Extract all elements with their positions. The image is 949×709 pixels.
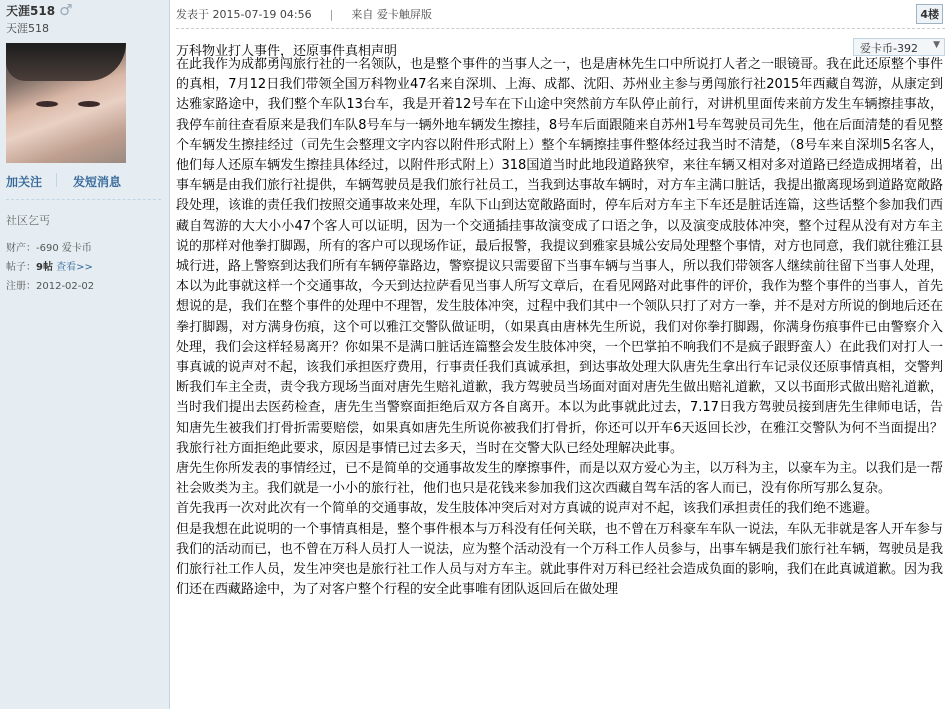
post-paragraph: 在此我作为成都勇闯旅行社的一名领队，也是整个事件的当事人之一，也是唐林先生口中所说打人者之一眼镜哥。我在此还原整个事件的真相，7月12日我们带领全国万科物业47名来自深圳、上海、成都、沈阳、苏州业主参与勇闯旅行社2015年西藏自驾游，从康定到达雅家路途中，我们整个车队13台车，我是开着12号车在下山途中突然前方车队停止前行，对讲机里面传来前方发生车辆擦挂事故，我停车前往查看原来是我们车队8号车与一辆外地车辆发生擦挂，8号车后面跟随来自苏州1号车驾驶员司先生，他在后面清楚的看见整个车辆发生擦挂经过（司先生会整理文字内容以附件形式附上）整个车辆擦挂事件整体经过我当时不清楚，（8号车来自深圳5名客人，他们每人还原车辆发生擦挂具体经过，以附件形式附上）318国道当时此地段道路狭窄，来往车辆又相对多对道路已经造成拥堵着，出事车辆是由我们旅行社提供，车辆驾驶员是我们旅行社员工，当我到达事故车辆时，对方车主满口脏话，我提出撤离现场到道路宽敞路段处理，该谁的责任我们按照交通事故来处理，车队下山到达宽敞路面时，停车后对方车主下车还是脏话连篇，这些话整个参加我们西藏自驾游的大大小小47个客人可以证明，因为一个交通插挂事故演变成了口语之争，以及演变成肢体冲突，整个过程从没有对方车主说的那样对他拳打脚踢，所有的客户可以现场作证，最后报警，我提议到雅家县城公安局处理整个事情，对方也同意，我们就往雅江县城行进，路上警察到达我们所有车辆停靠路边，警察提议只需要留下当事车辆与当事人，所以我们带领客人继续前往留下当事人处理，本以为此事就这样一个交通事故，今天到达拉萨看见当事人所写文章后，在看见网路对此事件的评价，我作为整个事件的当事人，首先想说的是，我们在整个事件的处理中不理智，发生肢体冲突，过程中我们其中一个领队只打了对方一拳，并不是对方所说的倒地后还在拳打脚踢，对方满身伤痕，这个可以雅江交警队做证明，（如果真由唐林先生所说，我们对你拳打脚踢，你满身伤痕事件已由警察介入处理，我们会这样轻易离开？你如果不是满口脏话连篇整会发生肢体冲突，一个巴掌拍不响我们不是疯子跟野蛮人）在此我们对打人一事真诚的说声对不起，该我们承担医疗费用，行事责任我们真诚承担，到达事故处理大队唐先生拿出行车记录仪还原事情真相，交警判断我们车主全责，责令我方现场当面对唐先生赔礼道歉，我方驾驶员当场面对面对唐先生做出赔礼道歉，又以书面形式做出赔礼道歉，当时我们提出去医药检查，唐先生当警察面拒绝后双方各自离开。本以为此事就此过去，7.17日我方驾驶员接到唐先生律师电话，告知唐先生被我们打骨折需要赔偿，如果真如唐先生所说你被我们打骨折，你还可以开车6天返回长沙，在雅江交警队为何不当面提出？我旅行社方面拒绝此要求，原因是事情已过去多天，当时在交警大队已经处理解决此事。 — [176, 57, 944, 456]
wealth-stat — [6, 242, 169, 256]
floor-number-badge[interactable]: 4楼 — [916, 4, 943, 24]
author-sidebar — [0, 0, 170, 709]
posts-stat — [6, 261, 169, 275]
post-title: 万科物业打人事件，还原事件真相声明 — [176, 44, 398, 59]
action-divider — [56, 173, 57, 187]
male-gender-icon: ♂ — [59, 1, 73, 19]
post-paragraph: 唐先生你所发表的事情经过，已不是简单的交通事故发生的摩擦事件，而是以双方爱心为主，以万科为主，以豪车为主。以我们是一帮社会败类为主。我们就是一小小的旅行社，他们也只是花钱来参加我们这次西藏自驾车活的客人而已，没有你所写那么复杂。 — [176, 461, 944, 497]
coin-dropdown-label: 爱卡币-392 — [860, 42, 918, 55]
register-date: 2012-02-02 — [36, 281, 95, 292]
posts-label: 帖子： — [6, 262, 36, 273]
coin-dropdown[interactable] — [853, 38, 945, 56]
post-timestamp: 发表于 2015-07-19 04:56 — [176, 8, 312, 21]
post-main — [170, 0, 949, 709]
meta-separator: | — [329, 7, 334, 21]
wealth-label: 财产： — [6, 243, 36, 254]
chevron-down-icon: ▼ — [933, 40, 940, 50]
view-posts-link[interactable]: 查看>> — [56, 262, 93, 273]
post-paragraph: 但是我想在此说明的一个事情真相是，整个事件根本与万科没有任何关联，也不曾在万科豪车车队一说法，车队无非就是客人开车参与我们的活动而已，也不曾在万科人员打人一说法，应为整个活动没有一个万科工作人员参与，出事车辆是我们旅行社车辆，驾驶员是我们旅行社工作人员，发生冲突也是旅行社工作人员与对方车主。就此事件对万科已经社会造成负面的影响，我们在此真诚道歉。因为我们还在西藏路途中，为了对客户整个行程的安全此事唯有团队返回后在做处理 — [176, 521, 944, 598]
post-source[interactable]: 来自 爱卡触屏版 — [351, 8, 432, 21]
user-group: 社区乞丐 — [6, 214, 50, 227]
register-stat — [6, 280, 169, 294]
post-paragraph: 首先我再一次对此次有一个简单的交通事故，发生肢体冲突后对对方真诚的说声对不起，该我们承担责任的我们绝不逃避。 — [176, 501, 879, 517]
avatar[interactable] — [6, 43, 126, 163]
wealth-value: -690 爱卡币 — [36, 243, 92, 254]
post-meta — [176, 0, 945, 29]
send-message-button[interactable]: 发短消息 — [73, 175, 122, 189]
post-title-row — [176, 29, 949, 59]
author-handle: 天涯518 — [6, 22, 49, 35]
author-name-row — [6, 0, 169, 20]
post-body — [176, 55, 949, 600]
follow-button[interactable]: 加关注 — [6, 175, 43, 189]
register-label: 注册： — [6, 281, 36, 292]
author-name-link[interactable]: 天涯518 — [6, 3, 56, 18]
author-actions — [6, 173, 169, 190]
sidebar-divider — [6, 199, 161, 200]
posts-count-link[interactable]: 9帖 — [36, 262, 53, 273]
